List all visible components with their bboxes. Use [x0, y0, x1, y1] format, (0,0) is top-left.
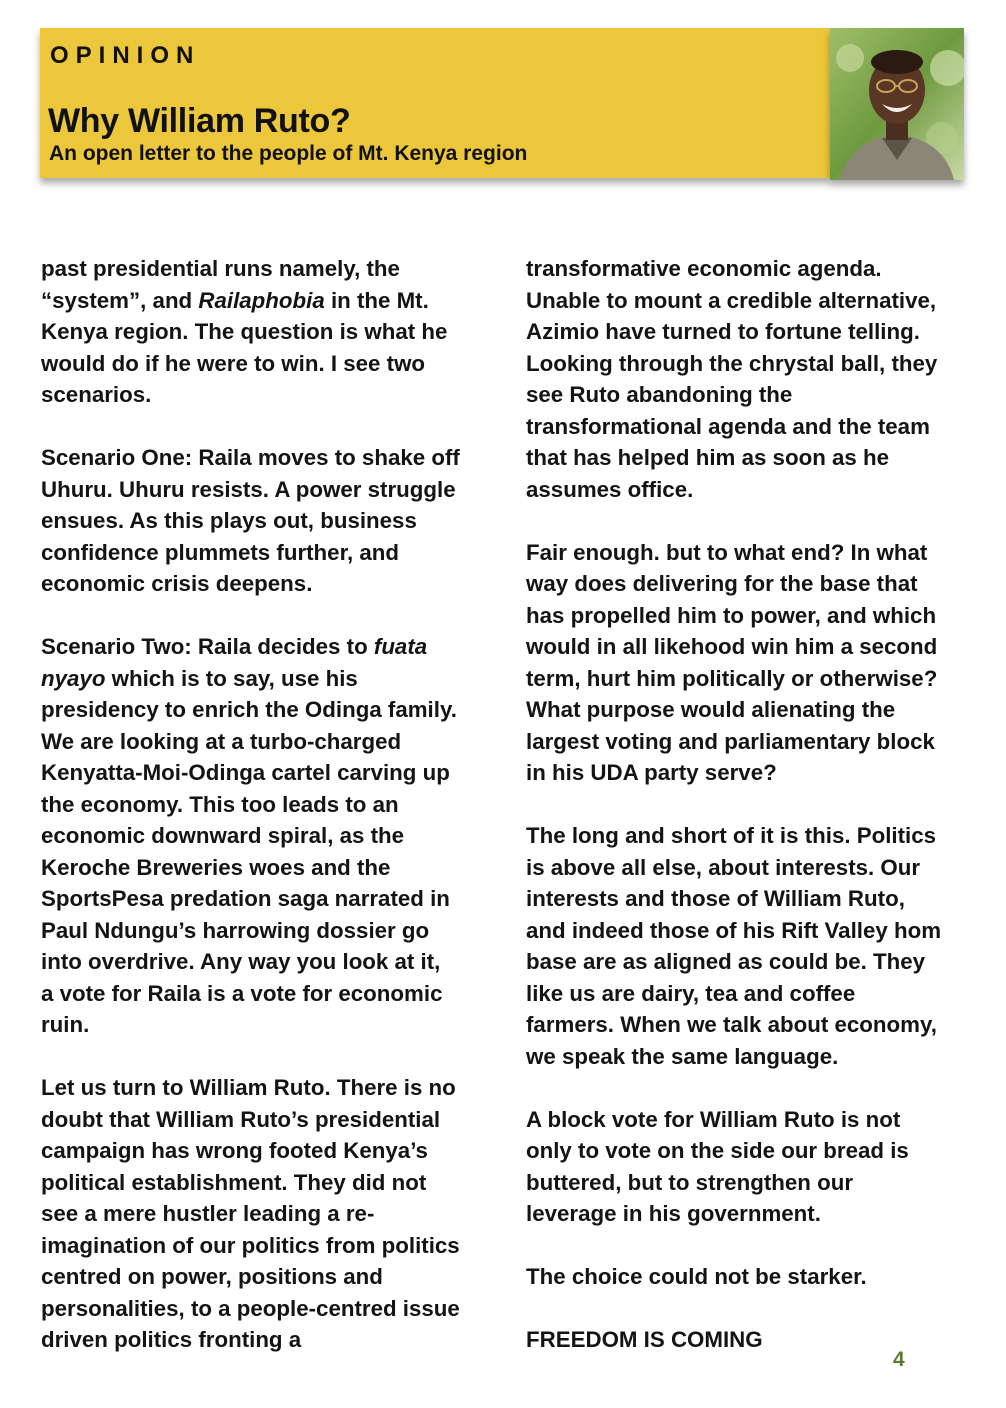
text-line: interests and those of William Ruto,: [526, 886, 905, 911]
text-line: ensues. As this plays out, business: [41, 508, 417, 533]
text-line: has propelled him to power, and which: [526, 602, 937, 628]
text-line: only to vote on the side our bread is: [526, 1138, 909, 1163]
text-line: in his UDA party serve?: [526, 760, 777, 785]
article-subtitle: An open letter to the people of Mt. Kenya region: [49, 142, 528, 165]
emphasis: fuata: [373, 634, 428, 659]
text-line: presidency to enrich the Odinga family.: [41, 697, 457, 722]
text-line: personalities, to a people-centred issue: [41, 1295, 460, 1321]
text-line: Kenyatta-Moi-Odinga cartel carving up: [41, 760, 450, 785]
text-line: nyayo which is to say, use his: [41, 665, 358, 691]
text-line: would do if he were to win. I see two: [41, 350, 426, 376]
text-line: scenarios.: [41, 382, 152, 407]
emphasis: Railaphobia: [198, 287, 325, 313]
text-line: driven politics fronting a: [41, 1327, 302, 1352]
text-line: and indeed those of his Rift Valley hom: [526, 917, 942, 943]
text-line: a vote for Raila is a vote for economic: [41, 980, 443, 1006]
text-line: imagination of our politics from politics: [41, 1232, 460, 1258]
text-line: Looking through the chrystal ball, they: [526, 350, 938, 376]
text-line: way does delivering for the base that: [526, 571, 918, 596]
article-column-right: [526, 253, 971, 1387]
text-line: Scenario One: Raila moves to shake off: [41, 445, 460, 470]
paragraph: [41, 1072, 491, 1356]
paragraph: [526, 1104, 971, 1230]
emphasis: nyayo: [41, 665, 106, 691]
text-line: FREEDOM IS COMING: [526, 1327, 763, 1352]
text-line: Fair enough. but to what end? In what: [526, 539, 928, 565]
text-line: Let us turn to William Ruto. There is no: [41, 1075, 456, 1100]
text-line: see Ruto abandoning the: [526, 382, 793, 407]
text-line: Uhuru. Uhuru resists. A power struggle: [41, 476, 456, 502]
text-line: the economy. This too leads to an: [41, 791, 399, 817]
text-line: ruin.: [41, 1012, 90, 1037]
text-line: The choice could not be starker.: [526, 1264, 867, 1289]
paragraph: [526, 253, 971, 505]
text-line: like us are dairy, tea and coffee: [526, 980, 856, 1006]
article-column-left: [41, 253, 491, 1387]
article-title: Why William Ruto?: [48, 102, 351, 140]
paragraph: [41, 631, 491, 1041]
text-line: A block vote for William Ruto is not: [526, 1106, 901, 1132]
paragraph: [41, 442, 491, 600]
page-number: 4: [893, 1348, 905, 1371]
text-line: The long and short of it is this. Politics: [526, 823, 937, 848]
text-line: into overdrive. Any way you look at it,: [41, 949, 441, 974]
text-line: economic downward spiral, as the: [41, 823, 405, 848]
paragraph: [41, 253, 491, 411]
text-line: past presidential runs namely, the: [41, 256, 400, 281]
text-line: that has helped him as soon as he: [526, 445, 890, 470]
text-line: assumes office.: [526, 476, 694, 502]
text-line: What purpose would alienating the: [526, 697, 896, 722]
text-line: economic crisis deepens.: [41, 571, 313, 596]
text-line: leverage in his government.: [526, 1201, 821, 1226]
paragraph: [526, 820, 971, 1072]
text-line: Paul Ndungu’s harrowing dossier go: [41, 917, 430, 943]
text-line: We are looking at a turbo-charged: [41, 728, 402, 754]
text-line: campaign has wrong footed Kenya’s: [41, 1138, 428, 1163]
author-portrait-image: [830, 28, 964, 180]
header-banner: [40, 28, 830, 178]
text-line: farmers. When we talk about economy,: [526, 1012, 937, 1037]
text-line: Kenya region. The question is what he: [41, 319, 448, 344]
text-line: Azimio have turned to fortune telling.: [526, 319, 920, 344]
text-line: we speak the same language.: [526, 1043, 839, 1069]
text-line: confidence plummets further, and: [41, 539, 400, 565]
text-line: transformative economic agenda.: [526, 256, 882, 281]
text-line: would in all likehood win him a second: [526, 634, 938, 659]
text-line: largest voting and parliamentary block: [526, 728, 935, 754]
author-photo: [830, 28, 964, 180]
text-line: Keroche Breweries woes and the: [41, 854, 391, 880]
text-line: SportsPesa predation saga narrated in: [41, 886, 450, 911]
text-line: is above all else, about interests. Our: [526, 854, 921, 880]
text-line: centred on power, positions and: [41, 1264, 383, 1289]
text-line: Scenario Two: Raila decides to fuata: [41, 634, 428, 659]
text-line: base are as aligned as could be. They: [526, 949, 926, 974]
text-line: doubt that William Ruto’s presidential: [41, 1106, 441, 1132]
paragraph: [526, 537, 971, 789]
text-line: political establishment. They did not: [41, 1169, 427, 1195]
text-line: buttered, but to strengthen our: [526, 1169, 853, 1195]
text-line: see a mere hustler leading a re-: [41, 1201, 375, 1226]
text-line: transformational agenda and the team: [526, 413, 930, 439]
section-label: OPINION: [50, 42, 201, 69]
text-line: “system”, and Railaphobia in the Mt.: [41, 287, 429, 313]
text-line: term, hurt him politically or otherwise?: [526, 665, 938, 691]
paragraph: [526, 1261, 971, 1293]
text-line: Unable to mount a credible alternative,: [526, 287, 937, 313]
